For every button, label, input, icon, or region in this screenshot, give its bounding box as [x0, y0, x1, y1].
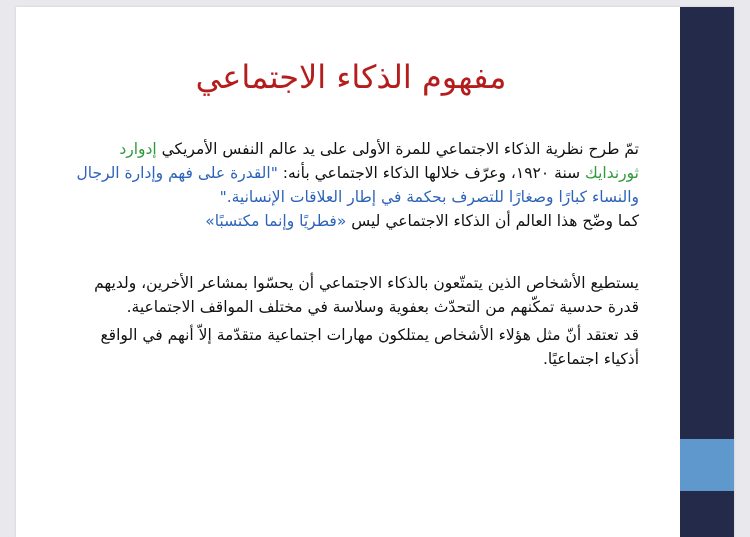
definition-intro: تمّ طرح نظرية الذكاء الاجتماعي للمرة الأولى على يد عالم النفس الأمريكي — [156, 140, 639, 158]
paragraph-spacer — [64, 233, 639, 271]
presentation-slide — [16, 7, 734, 537]
scientist-name: إدوارد ثورندايك — [119, 140, 639, 182]
acquired-quote: «فطريًا وإنما مكتسبًا» — [205, 212, 347, 230]
paragraph-belief: قد تعتقد أنّ مثل هؤلاء الأشخاص يمتلكون مهارات اجتماعية متقدّمة إلاّ أنهم في الواقع أذكياء اجتماعيًا. — [100, 326, 639, 368]
slide-sidebar-accent — [680, 439, 734, 491]
paragraph-acquired — [64, 209, 639, 233]
slide-body — [64, 137, 639, 371]
paragraph-abilities: يستطيع الأشخاص الذين يتمتّعون بالذكاء الاجتماعي أن يحسّوا بمشاعر الأخرين، ولديهم قدرة حدسية تمكّنهم من التحدّث بعفوية وسلاسة في مختلف المواقف الاجتماعية. — [94, 274, 639, 316]
definition-quote: "القدرة على فهم وإدارة الرجال والنساء كبارًا وصغارًا للتصرف بحكمة في إطار العلاقات الإنسانية." — [76, 164, 639, 206]
slide-title: مفهوم الذكاء الاجتماعي — [195, 58, 507, 96]
definition-year: سنة ١٩٢٠، وعرّف خلالها الذكاء الاجتماعي بأنه: — [277, 164, 586, 182]
acquired-intro: كما وضّح هذا العالم أن الذكاء الاجتماعي ليس — [346, 212, 639, 230]
paragraph-definition — [64, 137, 639, 209]
